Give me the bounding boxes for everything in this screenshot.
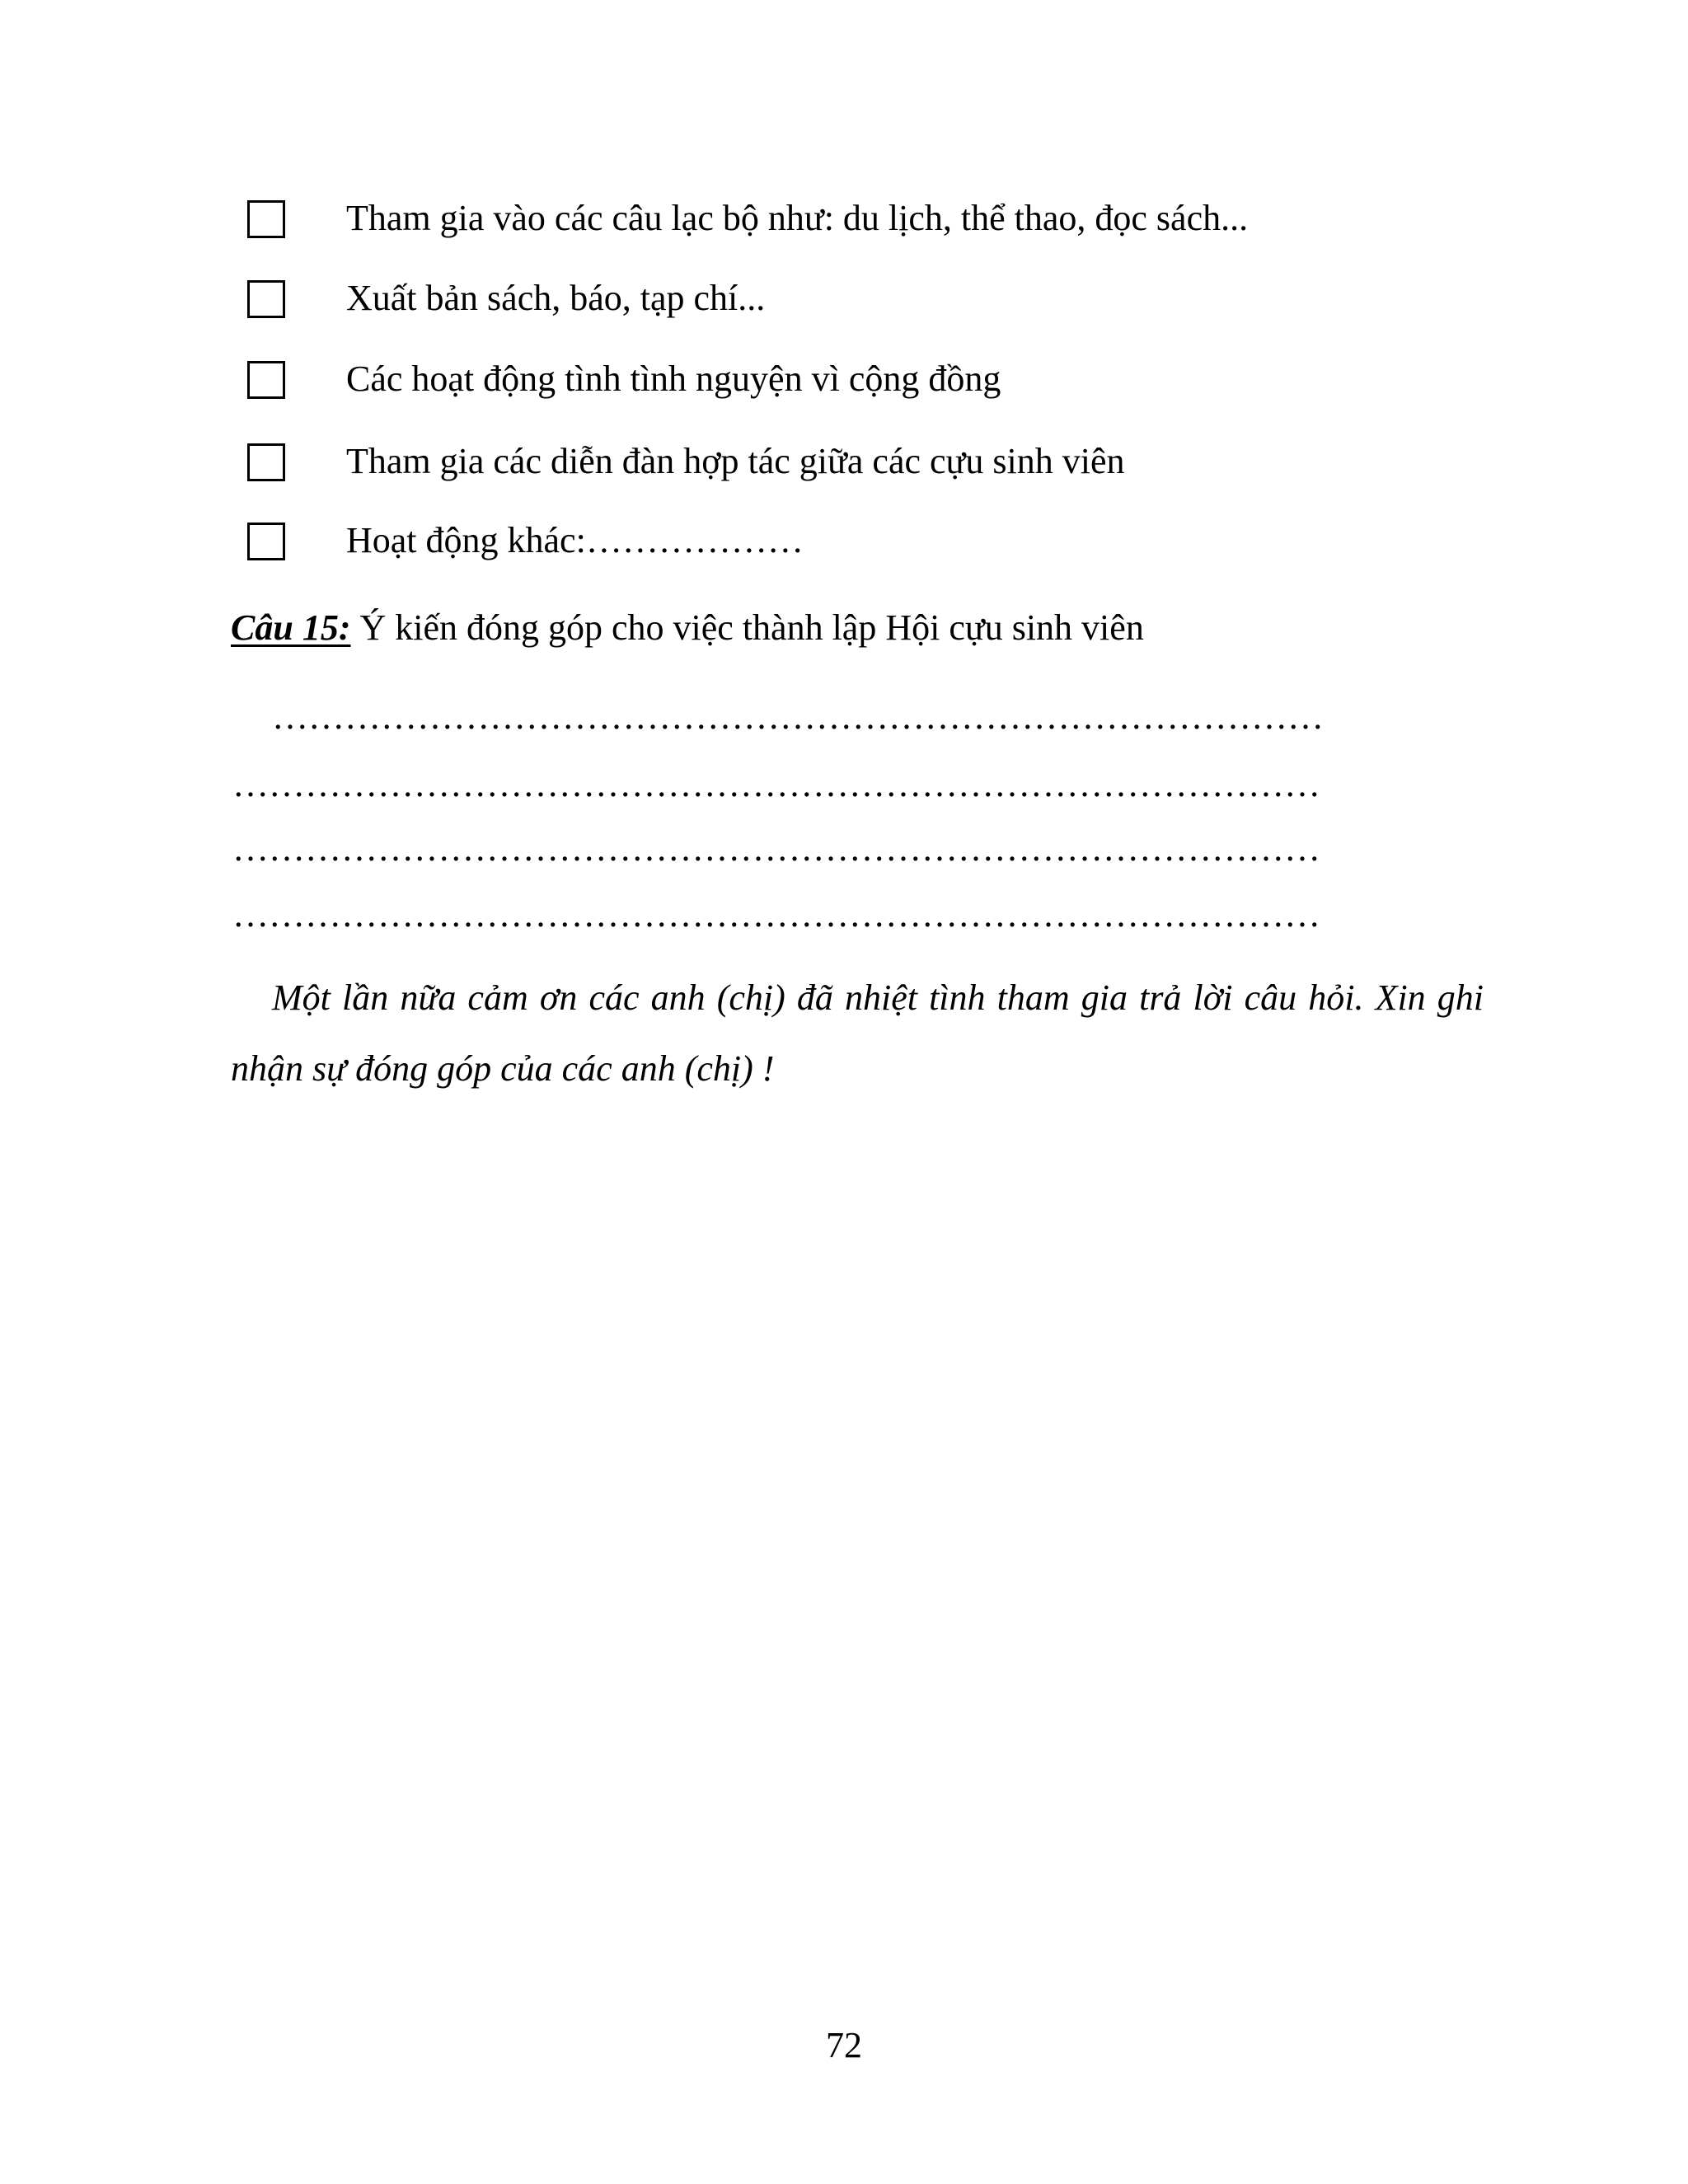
closing-thanks: Một lần nữa cảm ơn các anh (chị) đã nhiệt tình tham gia trả lời câu hỏi. Xin ghi nhận sự đóng góp của các anh (chị) ! xyxy=(231,977,1484,1089)
checkbox[interactable] xyxy=(247,200,285,238)
checkbox[interactable] xyxy=(247,443,285,481)
answer-line[interactable]: ……………………………………………………………………………… xyxy=(232,894,1320,935)
answer-line[interactable]: ……………………………………………………………………………… xyxy=(232,828,1320,869)
option-label: Tham gia vào các câu lạc bộ như: du lịch, thể thao, đọc sách... xyxy=(346,198,1249,238)
option-other-activities[interactable] xyxy=(247,520,1484,572)
question-text: Ý kiến đóng góp cho việc thành lập Hội cựu sinh viên xyxy=(350,607,1144,648)
answer-line[interactable]: ……………………………………………………………………………… xyxy=(232,764,1320,804)
option-clubs[interactable] xyxy=(247,200,1484,250)
option-label: Xuất bản sách, báo, tạp chí... xyxy=(346,278,766,318)
option-publishing[interactable] xyxy=(247,280,1484,330)
option-alumni-forums[interactable] xyxy=(247,443,1484,493)
question-number: Câu 15: xyxy=(231,607,351,648)
checkbox[interactable] xyxy=(247,361,285,399)
checkbox[interactable] xyxy=(247,280,285,318)
option-label: Hoạt động khác:……………… xyxy=(346,520,804,560)
checkbox[interactable] xyxy=(247,523,285,560)
page-number: 72 xyxy=(826,2025,862,2065)
option-label: Các hoạt động tình tình nguyện vì cộng đồng xyxy=(346,359,1001,399)
question-15 xyxy=(231,603,1144,653)
option-label: Tham gia các diễn đàn hợp tác giữa các cựu sinh viên xyxy=(346,441,1125,481)
answer-line[interactable]: …………………………………………………………………………… xyxy=(272,696,1324,737)
option-volunteering[interactable] xyxy=(247,361,1484,410)
